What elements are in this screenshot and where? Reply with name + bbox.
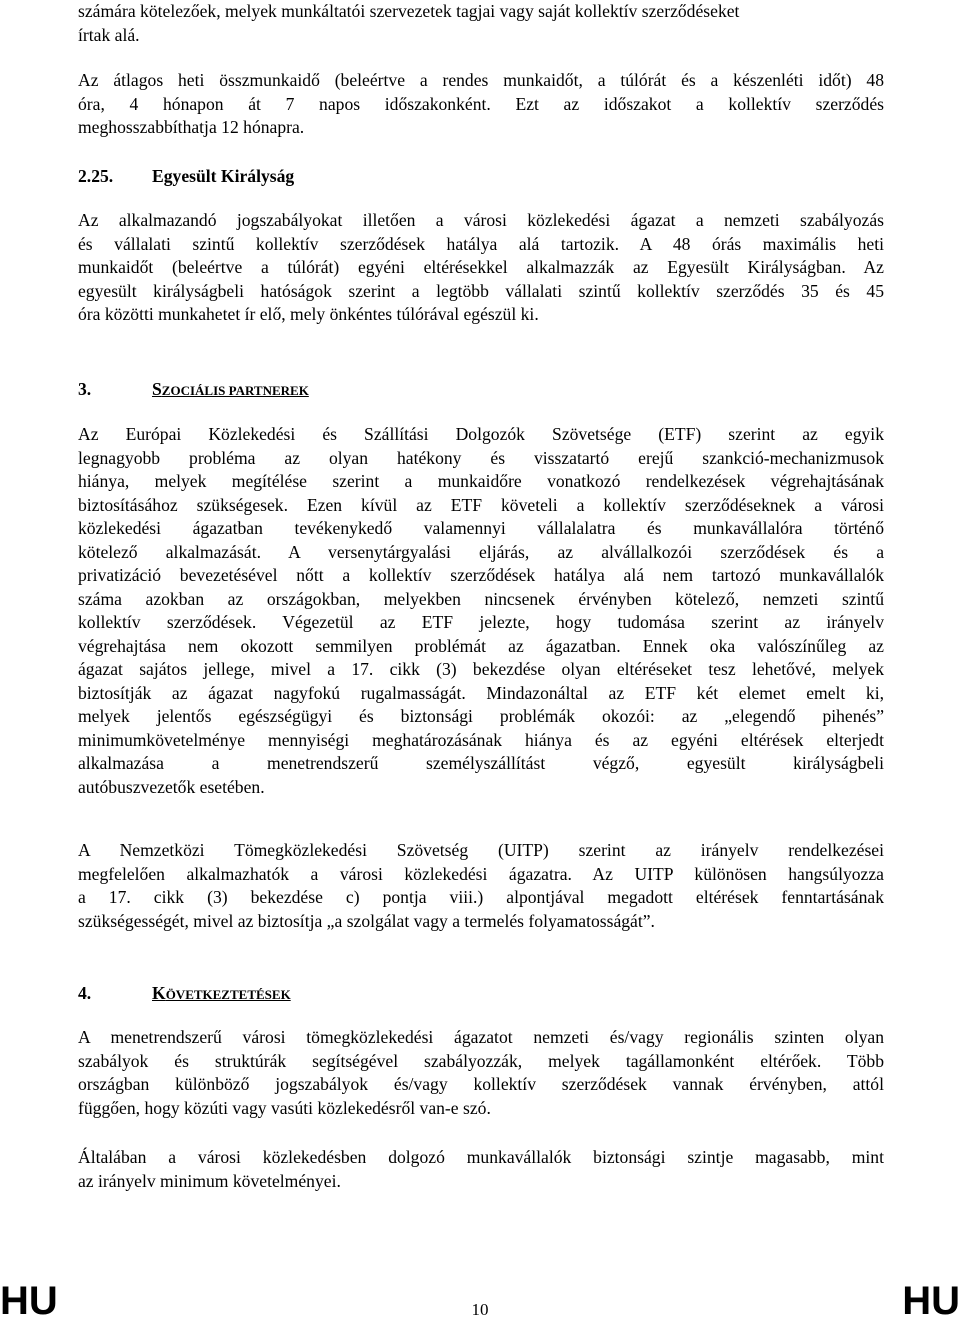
paragraph-line: Az átlagos heti összmunkaidő (beleértve a rendes munkaidőt, a túlórát és a készenléti időt) 48 — [78, 70, 884, 90]
paragraph-line: A menetrendszerű városi tömegközlekedési ágazatot nemzeti és/vagy regionális szinten olyan — [78, 1027, 884, 1047]
paragraph-line: megfelelően alkalmazhatók a városi közlekedési ágazatra. Az UITP különösen hangsúlyozza — [78, 863, 884, 884]
heading-title: KÖVETKEZTETÉSEK — [152, 983, 291, 1003]
paragraph-conclusions — [78, 1026, 884, 1120]
paragraph-line: A Nemzetközi Tömegközlekedési Szövetség (UITP) szerint az irányelv rendelkezései — [78, 840, 884, 860]
paragraph-line: munkaidőt (beleértve a túlórát) egyéni eltérésekkel alkalmazzák az Egyesült Királyságban. Az — [78, 257, 884, 277]
heading-title: Egyesült Királyság — [152, 166, 295, 186]
heading-number: 4. — [78, 983, 92, 1003]
paragraph-line: autóbuszvezetők esetében. — [78, 776, 265, 797]
paragraph-line: legnagyobb probléma az olyan hatékony és visszatartó erejű szankció-mechanizmusok — [78, 447, 884, 468]
paragraph-uitp — [78, 839, 884, 933]
paragraph-line: az irányelv minimum követelményei. — [78, 1170, 341, 1191]
section-heading-4 — [78, 982, 291, 1007]
paragraph-line: egyesült királyságbeli hatóságok szerint a legtöbb vállalati szintű kollektív szerződés 35 és 45 — [78, 280, 884, 301]
paragraph-line: írtak alá. — [78, 24, 140, 45]
paragraph-line: melyek jelentős egészségügyi és biztonsági problémák okozói: az „elegendő pihenés” — [78, 706, 884, 726]
paragraph-line: Az alkalmazandó jogszabályokat illetően a városi közlekedési ágazat a nemzeti szabályozás — [78, 210, 884, 230]
section-heading-2-25 — [78, 165, 294, 189]
heading-title: SZOCIÁLIS PARTNEREK — [152, 379, 309, 399]
paragraph-line: meghosszabbíthatja 12 hónapra. — [78, 117, 305, 137]
paragraph-line: óra közötti munkahetet ír elő, mely önkéntes túlórával egészül ki. — [78, 304, 539, 324]
paragraph-line: Általában a városi közlekedésben dolgozó munkavállalók biztonsági szintje magasabb, mint — [78, 1147, 884, 1167]
paragraph-line: szükségességét, mivel az biztosítja „a szolgálat vagy a termelés folyamatosságát”. — [78, 910, 655, 931]
paragraph-line: függően, hogy közúti vagy vasúti közlekedésről van-e szó. — [78, 1097, 491, 1118]
section-heading-3 — [78, 378, 309, 403]
paragraph-line: biztosításához szükségesek. Ezen kívül az ETF követeli a kollektív szerződéseknek a városi — [78, 494, 884, 515]
footer-language-mark-left: HU — [0, 1279, 58, 1323]
paragraph-etf — [78, 423, 884, 799]
paragraph-line: hiánya, melyek megítélése szerint a munkaidőre vonatkozó rendelkezések végrehajtásának — [78, 471, 884, 491]
paragraph-line: óra, 4 hónapon át 7 napos időszakonként. Ezt az időszakot a kollektív szerződés — [78, 93, 884, 114]
paragraph-line: biztosítják az ágazat nagyfokú rugalmasságát. Mindazonáltal az ETF két elemet emelt ki, — [78, 682, 884, 703]
paragraph-line: végrehajtása nem okozott semmilyen problémát az ágazatban. Ennek oka valószínűleg az — [78, 635, 884, 656]
page-number: 10 — [471, 1300, 489, 1319]
paragraph-working-time — [78, 69, 884, 140]
paragraph-line: Az Európai Közlekedési és Szállítási Dolgozók Szövetsége (ETF) szerint az egyik — [78, 424, 884, 444]
paragraph-line: kötelező alkalmazását. A versenytárgyalási eljárás, az alvállalkozói szerződések és a — [78, 541, 884, 562]
paragraph-line: közlekedési ágazatban tevékenykedő valamennyi vállalalatra és munkavállalóra történő — [78, 518, 884, 538]
paragraph-line: kollektív szerződések. Végezetül az ETF jelezte, hogy tudomása szerint az irányelv — [78, 612, 884, 632]
paragraph-line: szabályok és struktúrák segítségével szabályozzák, melyek tagállamonként eltérőek. Több — [78, 1050, 884, 1071]
paragraph-uk — [78, 209, 884, 327]
paragraph-line: ágazat sajátos jellege, mivel a 17. cikk (3) bekezdése olyan eltéréseket tesz lehetővé, melyek — [78, 659, 884, 679]
paragraph-intro — [78, 0, 884, 47]
paragraph-line: alkalmazása a menetrendszerű személyszállítást végző, egyesült királyságbeli — [78, 753, 884, 773]
heading-number: 3. — [78, 379, 92, 399]
paragraph-line: országban különböző jogszabályok és/vagy kollektív szerződések vannak érvényben, attól — [78, 1074, 884, 1094]
heading-number: 2.25. — [78, 166, 114, 186]
paragraph-line: a 17. cikk (3) bekezdése c) pontja viii.) alpontjával megadott eltérések fenntartásának — [78, 887, 884, 907]
paragraph-safety — [78, 1146, 884, 1193]
paragraph-line: minimumkövetelménye mennyiségi meghatározásának hiánya és az egyéni eltérések elterjedt — [78, 729, 884, 750]
paragraph-line: számára kötelezőek, melyek munkáltatói szervezetek tagjai vagy saját kollektív szerződéseket — [78, 1, 740, 21]
paragraph-line: száma azokban az országokban, melyekben nincsenek érvényben kötelező, nemzeti szintű — [78, 588, 884, 609]
paragraph-line: privatizáció bevezetésével nőtt a kollektív szerződések hatálya alá nem tartozó munkavállalók — [78, 565, 884, 585]
footer-language-mark-right: HU — [902, 1279, 960, 1323]
paragraph-line: és vállalati szintű kollektív szerződések hatálya alá tartozik. A 48 órás maximális heti — [78, 233, 884, 254]
